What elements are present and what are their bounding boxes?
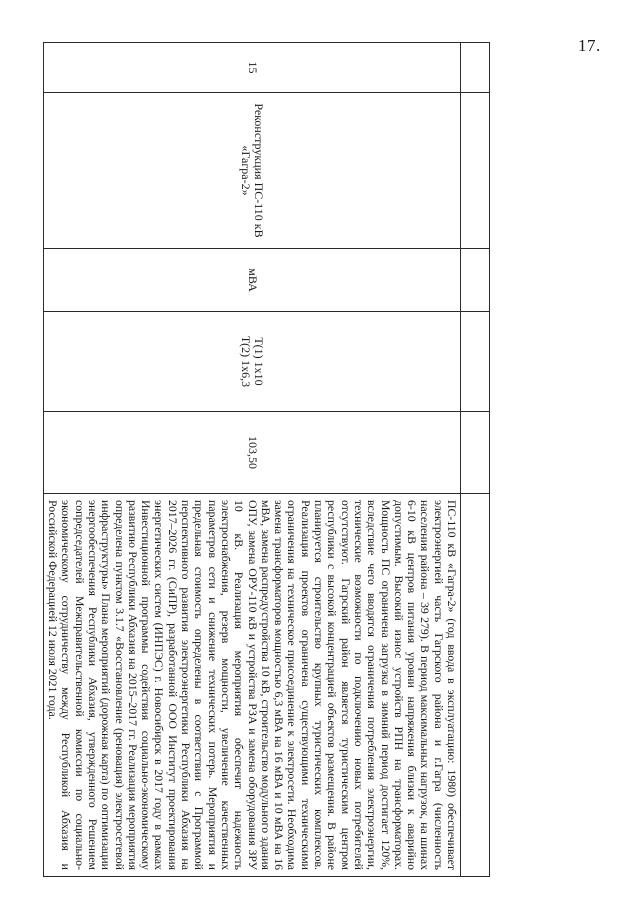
cost-cell: 103,50 — [43, 412, 460, 494]
row-number-cell: 15 — [43, 43, 460, 93]
project-name-cell: Реконструкция ПС-110 кВ «Гагра-2» — [43, 93, 460, 249]
margin-cell — [461, 43, 490, 93]
unit-cell: мВА — [43, 249, 460, 312]
margin-cell — [461, 412, 490, 494]
margin-cell — [461, 312, 490, 412]
margin-cell — [461, 249, 490, 312]
rotated-table-block — [46, 42, 490, 876]
page-number: 17. — [578, 36, 601, 55]
table-row — [43, 43, 460, 877]
margin-cell — [461, 494, 490, 877]
margin-cell — [461, 93, 490, 249]
table-top-margin-row — [461, 43, 490, 877]
description-cell: ПС-110 кВ «Гагра-2» (год ввода в эксплуатацию: 1980) обеспечивает электроэнергией часть Гагрского района и г.Гагра (численность населения района – 39 279). В период максимальных нагрузок, на шинах 6-10 кВ центров питания уровни напряжения близки к аварийно допустимым. Высокий износ устройств РПН на трансформаторах. Мощность ПС ограничена загрузка в зимний период достигает 120%, вследствие чего вводятся ограничения потребления электроэнергии, технические возможности по подключению новых потребителей отсутствуют. Гагрский район является туристическим центром республики с высокой концентрацией объектов размещения. В районе планируется строительство крупных туристических комплексов. Реализация проектов ограничена существующими техническими ограничения на техническое присоединение к электросети. Необходима замена трансформаторов мощностью 6,3 мВА на 16 мВА и 10 мВА на 16 мВА, замена распредустройства 10 кВ, строительство модульного здания ОПУ, замена ОРУ-110 кВ и устройства РЗА и замена оборудования ЗРУ 10 кВ. Реализация мероприятия обеспечит надежность электроснабжения, резерв мощности, увеличение качественных параметров сети и снижение технических потерь. Мероприятия и предельная стоимость определены в соответствии с Программой перспективного развития электроэнергетики Республики Абхазия на 2017–2026 гг. (СиПР), разработанной ООО Институт проектирования энергетических систем (ИНПЭС) г. Новосибирск в 2017 году в рамках Инвестиционной программы содействия социально-экономическому развитию Республики Абхазия на 2015–2017 гг. Реализация мероприятия определена пунктом 3.1.7 «Восстановление (реновация) электросетевой инфраструктуры» Плана мероприятий (дорожная карта) по оптимизации энергообеспечения Республики Абхазия, утвержденного Решением сопредседателей Межправительственной комиссии по социально-экономическому сотрудничеству между Республикой Абхазия и Российской Федерацией 12 июля 2021 года. — [43, 494, 460, 877]
project-table — [43, 42, 490, 877]
transformers-cell: T(1) 1x10 T(2) 1x6,3 — [43, 312, 460, 412]
